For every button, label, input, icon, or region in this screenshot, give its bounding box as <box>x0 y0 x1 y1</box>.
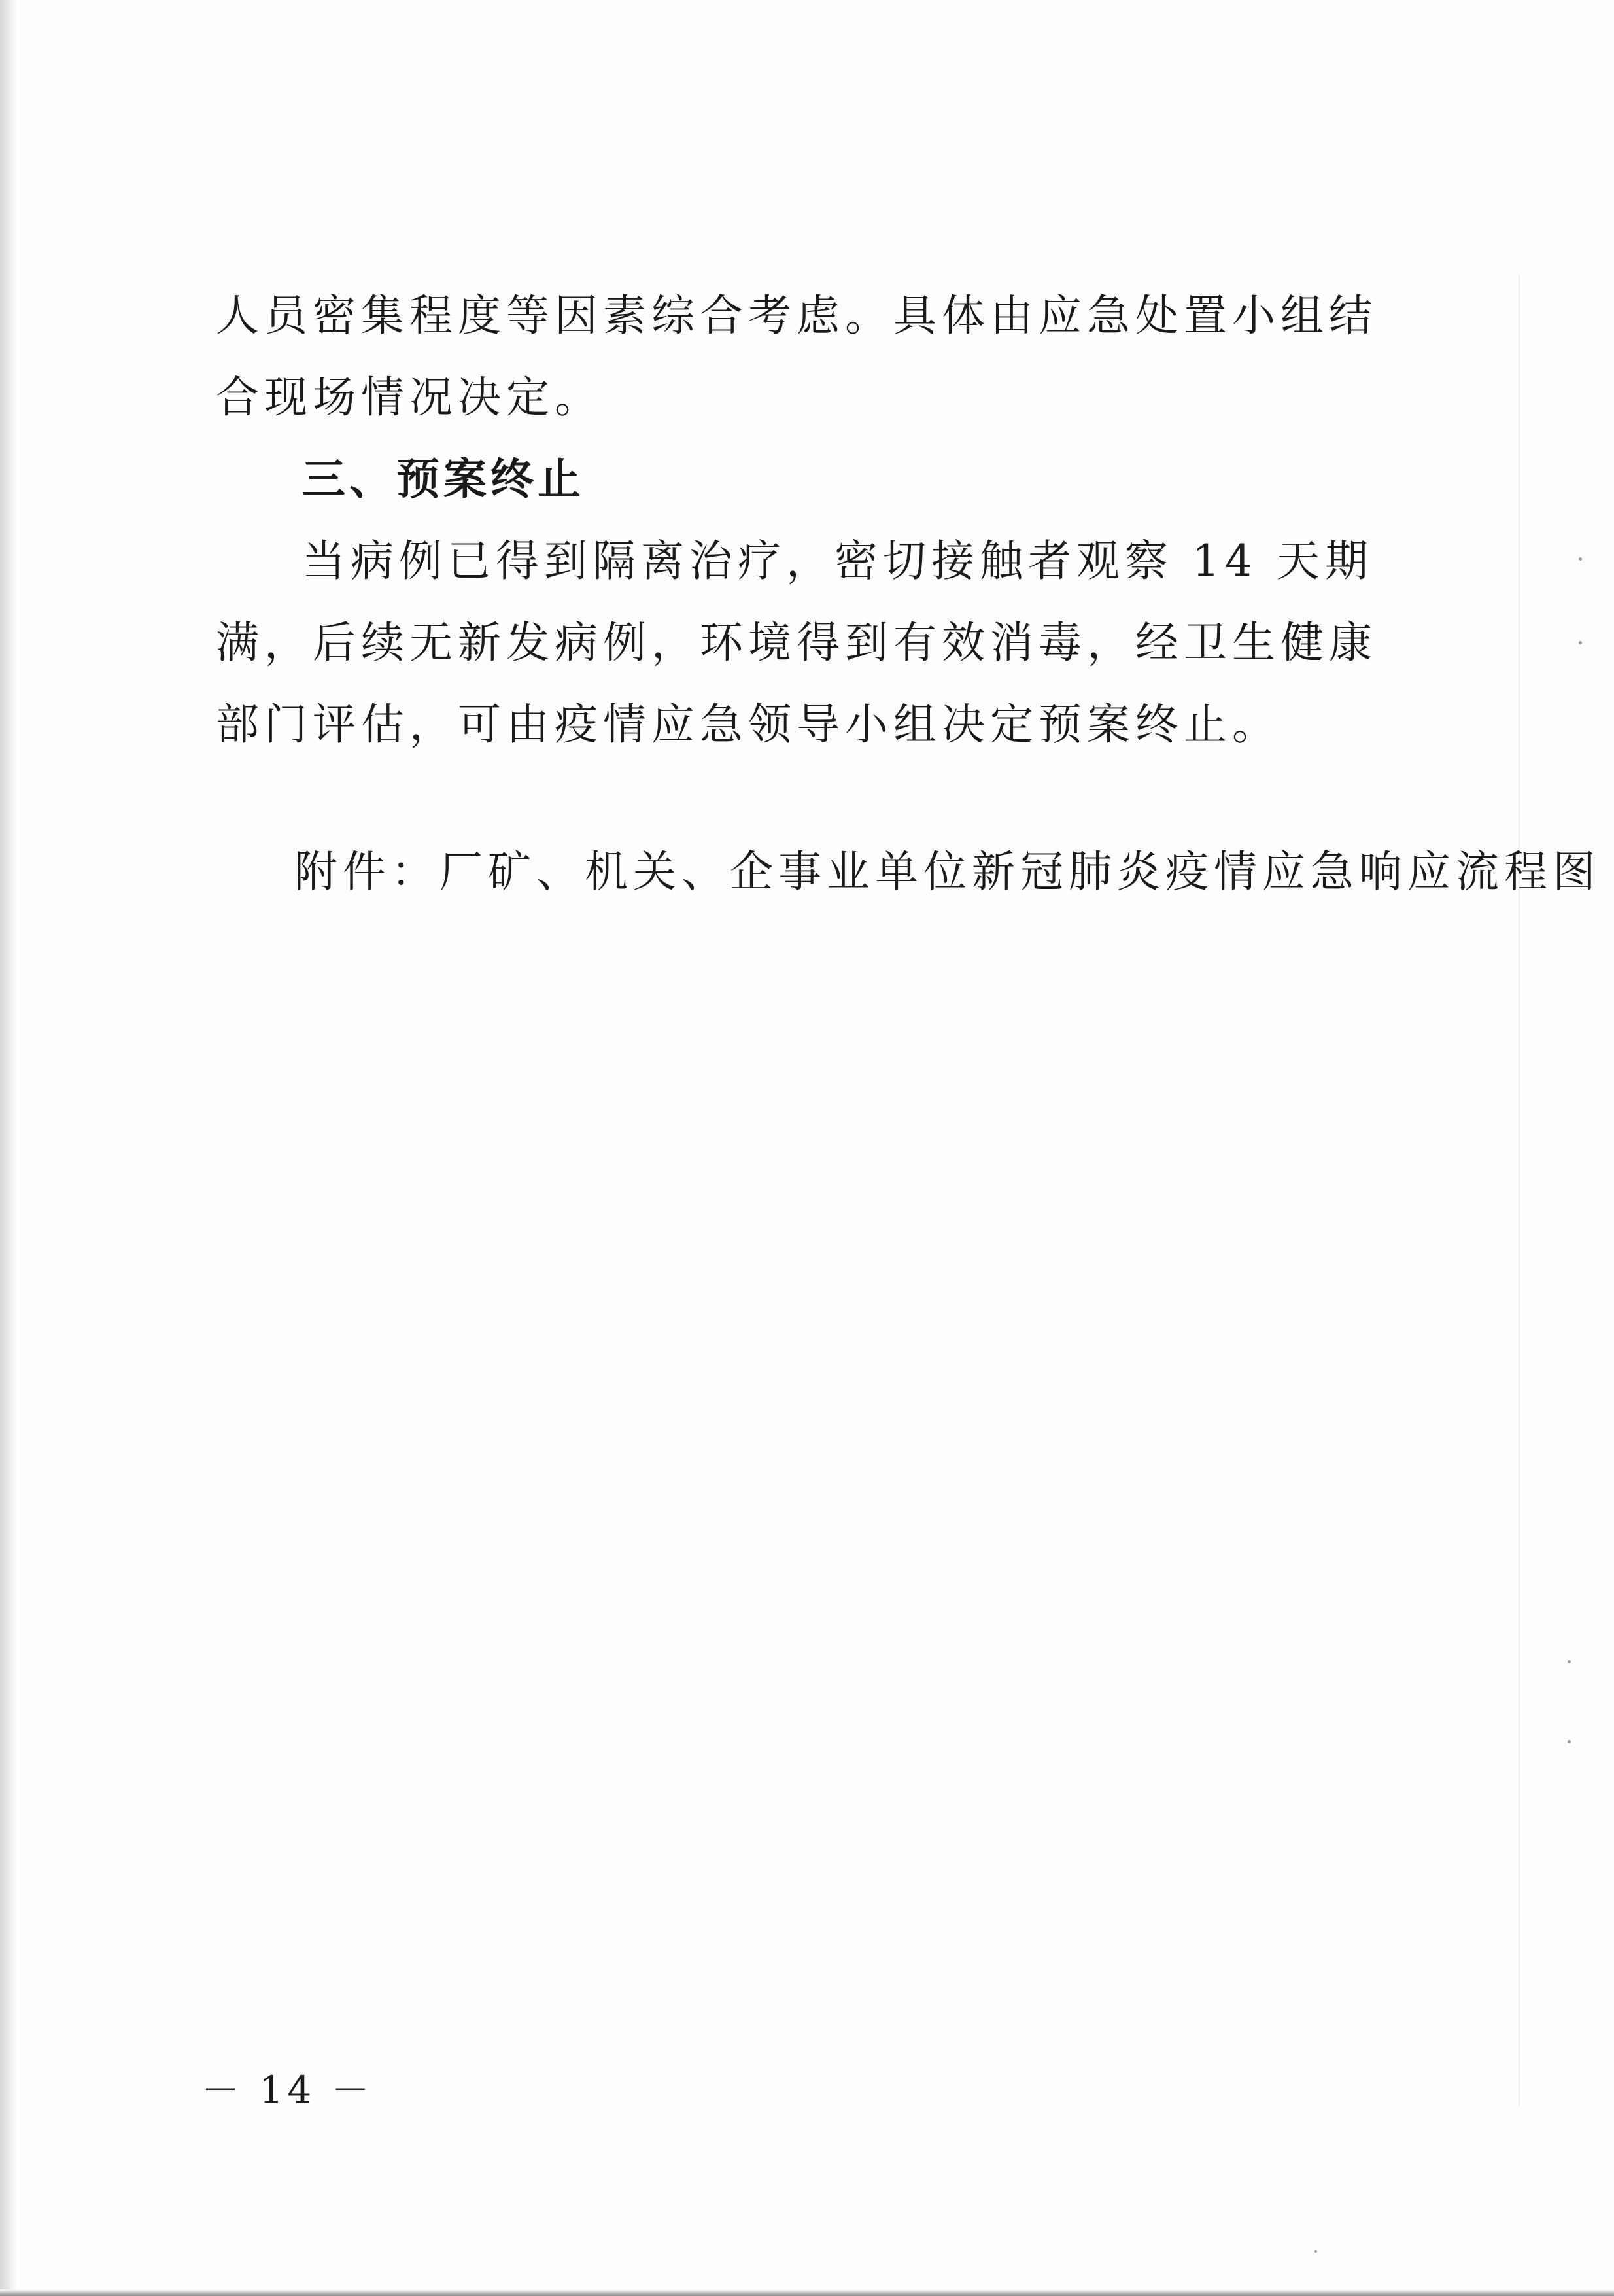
scan-speck <box>1568 1740 1571 1743</box>
scan-bottom-edge <box>0 2289 1614 2296</box>
scan-fold-line <box>1519 275 1520 2106</box>
scan-speck <box>1314 2250 1317 2253</box>
scan-speck <box>1579 557 1582 561</box>
paragraph-termination: 当病例已得到隔离治疗，密切接触者观察 14 天期满，后续无新发病例，环境得到有效消毒，经卫生健康部门评估，可由疫情应急领导小组决定预案终止。 <box>216 536 1377 750</box>
attachment-line: 附件：厂矿、机关、企事业单位新冠肺炎疫情应急响应流程图 <box>294 846 1601 897</box>
paragraph-continued: 人员密集程度等因素综合考虑。具体由应急处置小组结合现场情况决定。 <box>216 290 1377 423</box>
page-number: － 14 － <box>201 2068 373 2112</box>
scan-speck <box>1579 641 1582 644</box>
section-heading: 三、预案终止 <box>302 454 585 504</box>
scan-left-edge <box>0 0 17 2296</box>
scan-speck <box>1568 1660 1571 1663</box>
